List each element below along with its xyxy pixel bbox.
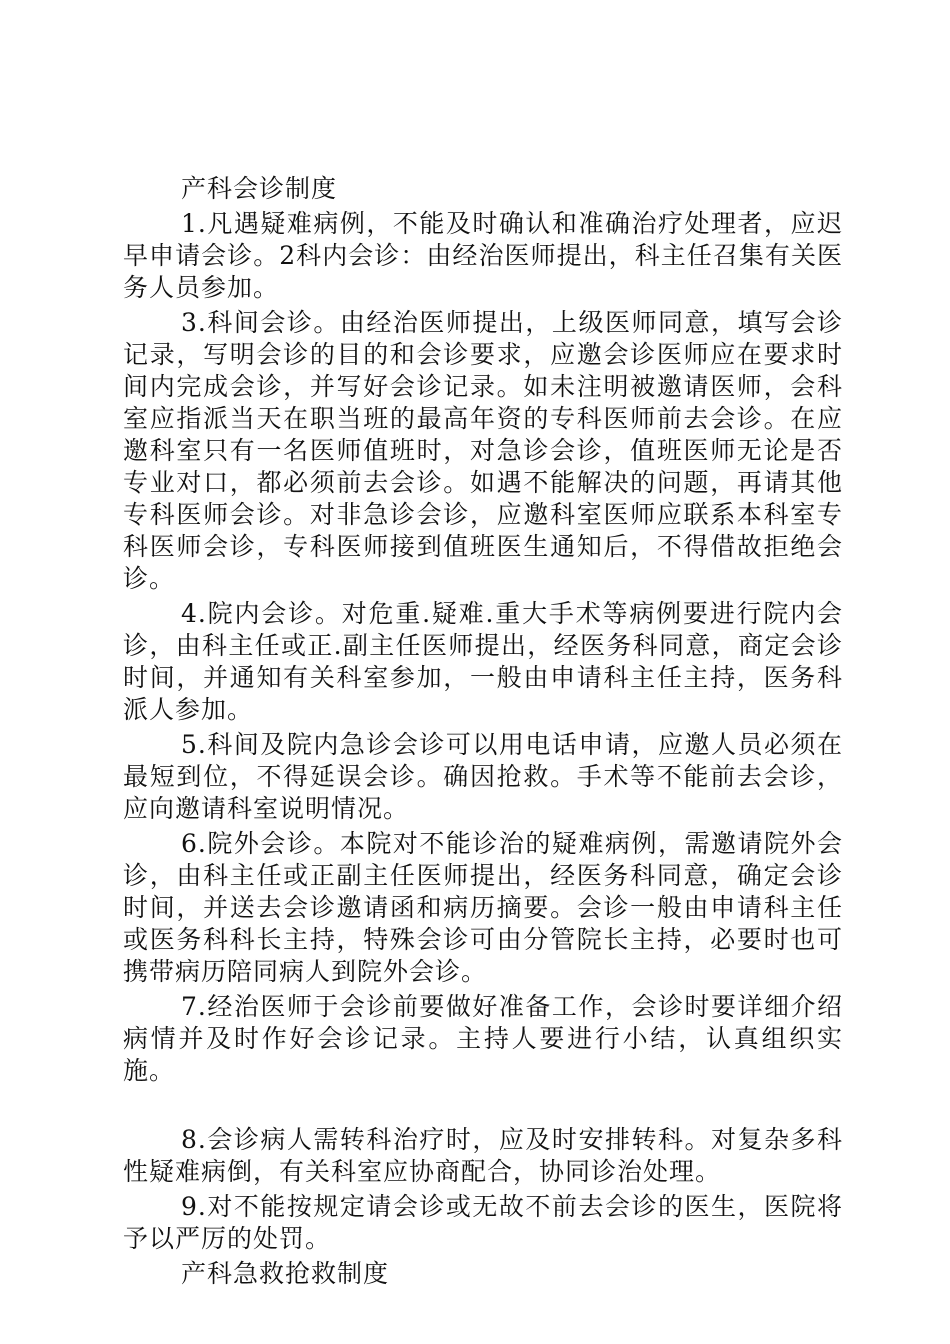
section-title: 产科会诊制度 [181, 174, 338, 203]
paragraph-1: 1.凡遇疑难病例，不能及时确认和准确治疗处理者，应迟早申请会诊。2科内会诊：由经治医师提出，科主任召集有关医务人员参加。 [123, 209, 843, 302]
paragraph-3: 3.科间会诊。由经治医师提出，上级医师同意，填写会诊记录，写明会诊的目的和会诊要求，应邀会诊医师应在要求时间内完成会诊，并写好会诊记录。如未注明被邀请医师，会科室应指派当天在职当班的最高年资的专科医师前去会诊。在应邀科室只有一名医师值班时，对急诊会诊，值班医师无论是否专业对口，都必须前去会诊。如遇不能解决的问题，再请其他专科医师会诊。对非急诊会诊，应邀科室医师应联系本科室专科医师会诊，专科医师接到值班医生通知后，不得借故拒绝会诊。 [123, 308, 843, 593]
paragraph-5: 5.科间及院内急诊会诊可以用电话申请，应邀人员必须在最短到位，不得延误会诊。确因抢救。手术等不能前去会诊，应向邀请科室说明情况。 [123, 730, 843, 823]
blank-line [123, 1090, 843, 1124]
paragraph-4: 4.院内会诊。对危重.疑难.重大手术等病例要进行院内会诊，由科主任或正.副主任医师提出，经医务科同意，商定会诊时间，并通知有关科室参加，一般由申请科主任主持，医务科派人参加。 [123, 599, 843, 724]
paragraph-6: 6.院外会诊。本院对不能诊治的疑难病例，需邀请院外会诊，由科主任或正副主任医师提出，经医务科同意，确定会诊时间，并送去会诊邀请函和病历摘要。会诊一般由申请科主任或医务科科长主持，特殊会诊可由分管院长主持，必要时也可携带病历陪同病人到院外会诊。 [123, 829, 843, 986]
next-section-title: 产科急救抢救制度 [181, 1259, 390, 1288]
document-body [123, 173, 843, 1293]
paragraph-9: 9.对不能按规定请会诊或无故不前去会诊的医生，医院将予以严厉的处罚。 [123, 1192, 843, 1253]
paragraph-7: 7.经治医师于会诊前要做好准备工作，会诊时要详细介绍病情并及时作好会诊记录。主持人要进行小结，认真组织实施。 [123, 992, 843, 1085]
paragraph-8: 8.会诊病人需转科治疗时，应及时安排转科。对复杂多科性疑难病倒，有关科室应协商配合，协同诊治处理。 [123, 1125, 843, 1186]
